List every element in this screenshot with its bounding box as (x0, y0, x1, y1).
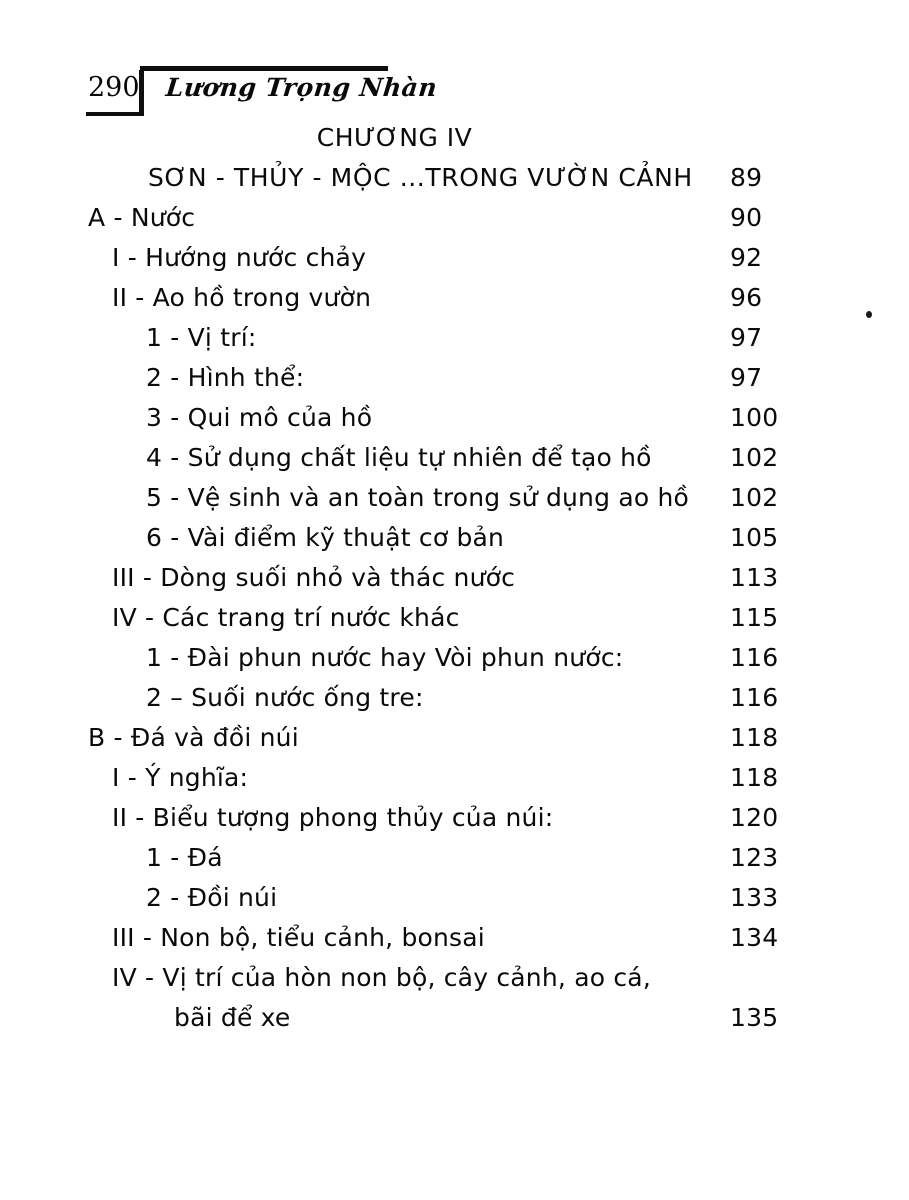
toc-entry-label: IV - Các trang trí nước khác (112, 603, 460, 632)
toc-entry-page-number: 105 (730, 523, 779, 552)
author-name: Lương Trọng Nhàn (164, 73, 439, 102)
toc-entry-label: 2 - Đồi núi (146, 883, 278, 912)
toc-entry-page-number: 116 (730, 643, 779, 672)
chapter-title-label: SƠN - THỦY - MỘC ...TRONG VƯỜN CẢNH (148, 163, 693, 192)
toc-entry-row (0, 438, 909, 478)
toc-entry-row (0, 518, 909, 558)
toc-entry-label: II - Ao hồ trong vườn (112, 283, 372, 312)
toc-entry-page-number: 116 (730, 683, 779, 712)
toc-entry-page-number: 92 (730, 243, 763, 272)
toc-entry-label: 2 - Hình thể: (146, 363, 305, 392)
toc-entry-row (0, 558, 909, 598)
toc-entry-page-number: 118 (730, 723, 779, 752)
toc-entry-page-number: 115 (730, 603, 779, 632)
toc-entry-page-number: 96 (730, 283, 763, 312)
toc-entry-label: IV - Vị trí của hòn non bộ, cây cảnh, ao cá, (112, 963, 651, 992)
toc-entry-label: A - Nước (88, 203, 196, 232)
toc-entry-row (0, 878, 909, 918)
toc-entry-label: bãi để xe (174, 1003, 291, 1032)
chapter-title-page-number: 89 (730, 163, 763, 192)
toc-entry-label: 2 – Suối nước ống tre: (146, 683, 424, 712)
toc-entry-label: 1 - Đài phun nước hay Vòi phun nước: (146, 643, 624, 672)
toc-entry-label: 1 - Vị trí: (146, 323, 257, 352)
toc-entry-row (0, 838, 909, 878)
table-of-contents (0, 118, 909, 1038)
toc-entry-label: 3 - Qui mô của hồ (146, 403, 373, 432)
toc-entry-label: 5 - Vệ sinh và an toàn trong sử dụng ao hồ (146, 483, 690, 512)
toc-entry-label: III - Dòng suối nhỏ và thác nước (112, 563, 516, 592)
toc-entry-page-number: 118 (730, 763, 779, 792)
toc-entry-list (0, 198, 909, 1038)
toc-entry-row (0, 638, 909, 678)
toc-entry-row (0, 798, 909, 838)
toc-entry-label: I - Ý nghĩa: (112, 763, 249, 792)
toc-entry-row (0, 598, 909, 638)
toc-entry-page-number: 113 (730, 563, 779, 592)
running-header (0, 0, 909, 120)
toc-entry-page-number: 135 (730, 1003, 779, 1032)
folio-underline-rule (86, 112, 144, 116)
toc-entry-row (0, 198, 909, 238)
toc-entry-row (0, 398, 909, 438)
toc-entry-page-number: 123 (730, 843, 779, 872)
toc-entry-row (0, 918, 909, 958)
folio-number: 290 (88, 72, 140, 103)
toc-entry-page-number: 97 (730, 363, 763, 392)
toc-entry-page-number: 100 (730, 403, 779, 432)
toc-entry-row (0, 678, 909, 718)
toc-entry-page-number: 90 (730, 203, 763, 232)
chapter-heading: CHƯƠNG IV (316, 123, 473, 152)
toc-entry-page-number: 133 (730, 883, 779, 912)
toc-entry-label: B - Đá và đồi núi (88, 723, 299, 752)
toc-entry-label: 6 - Vài điểm kỹ thuật cơ bản (146, 523, 505, 552)
toc-entry-label: I - Hướng nước chảy (112, 243, 367, 272)
toc-entry-label: 4 - Sử dụng chất liệu tự nhiên để tạo hồ (146, 443, 652, 472)
toc-entry-page-number: 134 (730, 923, 779, 952)
toc-entry-label: III - Non bộ, tiểu cảnh, bonsai (112, 923, 485, 952)
toc-entry-label: 1 - Đá (146, 843, 223, 872)
toc-entry-row (0, 318, 909, 358)
chapter-title-row (0, 158, 909, 198)
toc-entry-row (0, 478, 909, 518)
toc-entry-row (0, 758, 909, 798)
toc-entry-row (0, 358, 909, 398)
toc-entry-row (0, 958, 909, 998)
toc-entry-page-number: 97 (730, 323, 763, 352)
toc-entry-row (0, 998, 909, 1038)
toc-entry-row (0, 278, 909, 318)
toc-entry-page-number: 120 (730, 803, 779, 832)
toc-entry-row (0, 718, 909, 758)
toc-entry-label: II - Biểu tượng phong thủy của núi: (112, 803, 554, 832)
folio-box (88, 72, 144, 112)
toc-entry-row (0, 238, 909, 278)
toc-entry-page-number: 102 (730, 483, 779, 512)
toc-entry-page-number: 102 (730, 443, 779, 472)
